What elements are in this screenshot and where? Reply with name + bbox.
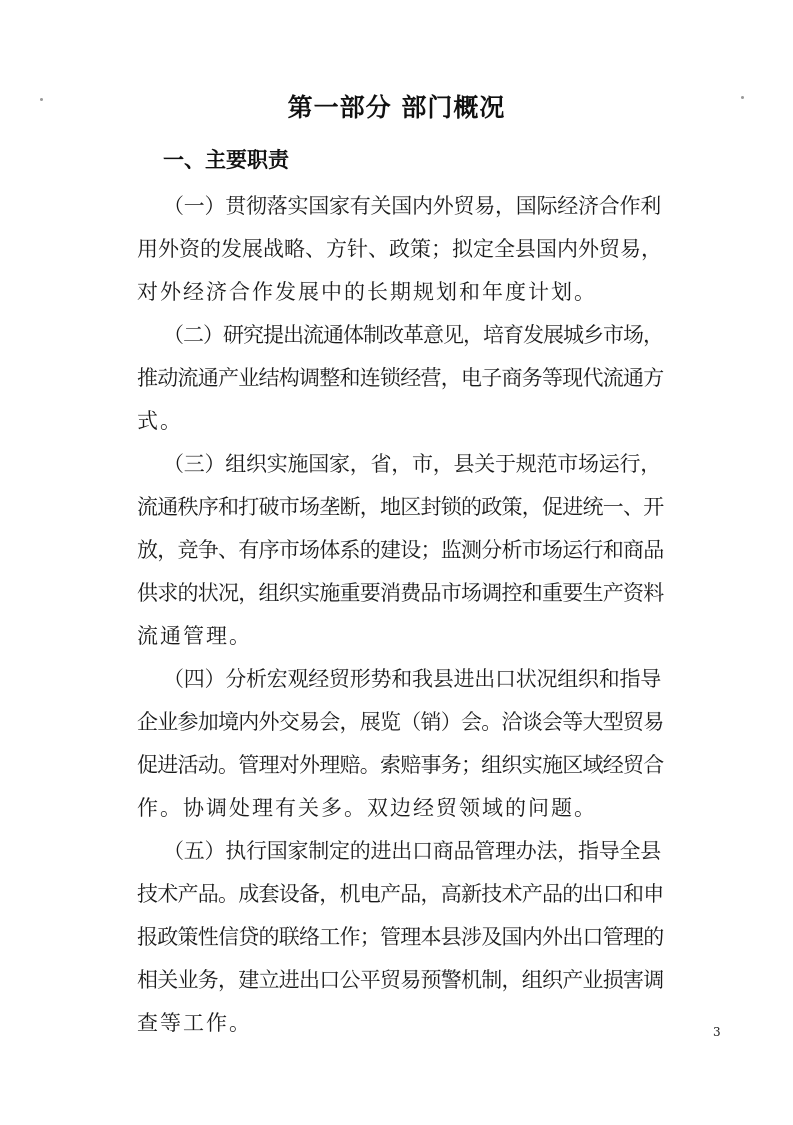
paragraph-line: 企业参加境内外交易会，展览（销）会。洽谈会等大型贸易: [137, 710, 664, 734]
paragraph-line: （四）分析宏观经贸形势和我县进出口状况组织和指导: [163, 667, 661, 691]
paragraph-line: 对外经济合作发展中的长期规划和年度计划。: [137, 280, 597, 304]
paragraph-line: 供求的状况，组织实施重要消费品市场调控和重要生产资料: [137, 581, 664, 605]
paragraph-line: 报政策性信贷的联络工作；管理本县涉及国内外出口管理的: [137, 925, 664, 949]
paragraph-line: 式。: [137, 409, 183, 433]
paragraph-line: 放，竞争、有序市场体系的建设；监测分析市场运行和商品: [137, 538, 664, 562]
page-title: 第一部分 部门概况: [287, 93, 506, 122]
paragraph-line: 促进活动。管理对外理赔。索赔事务；组织实施区域经贸合: [137, 753, 664, 777]
paragraph-line: （二）研究提出流通体制改革意见，培育发展城乡市场，: [163, 323, 663, 347]
paragraph-line: 查等工作。: [137, 1011, 252, 1035]
paragraph-line: 相关业务，建立进出口公平贸易预警机制，组织产业损害调: [137, 968, 664, 992]
paragraph-line: 用外资的发展战略、方针、政策；拟定全县国内外贸易，: [137, 237, 662, 261]
paragraph-line: 作。协调处理有关多。双边经贸领域的问题。: [137, 796, 597, 820]
paragraph-line: 流通秩序和打破市场垄断，地区封锁的政策，促进统一、开: [137, 495, 664, 519]
paragraph-line: （一）贯彻落实国家有关国内外贸易，国际经济合作利: [163, 194, 661, 218]
paragraph-line: 技术产品。成套设备，机电产品，高新技术产品的出口和申: [137, 882, 664, 906]
paragraph-line: 推动流通产业结构调整和连锁经营，电子商务等现代流通方: [137, 366, 664, 390]
paragraph-line: （三）组织实施国家，省，市，县关于规范市场运行，: [163, 452, 661, 476]
section-heading: 一、主要职责: [163, 148, 289, 172]
paragraph-line: （五）执行国家制定的进出口商品管理办法，指导全县: [163, 839, 661, 863]
page-number: 3: [713, 1025, 721, 1039]
paragraph-line: 流通管理。: [137, 624, 252, 648]
